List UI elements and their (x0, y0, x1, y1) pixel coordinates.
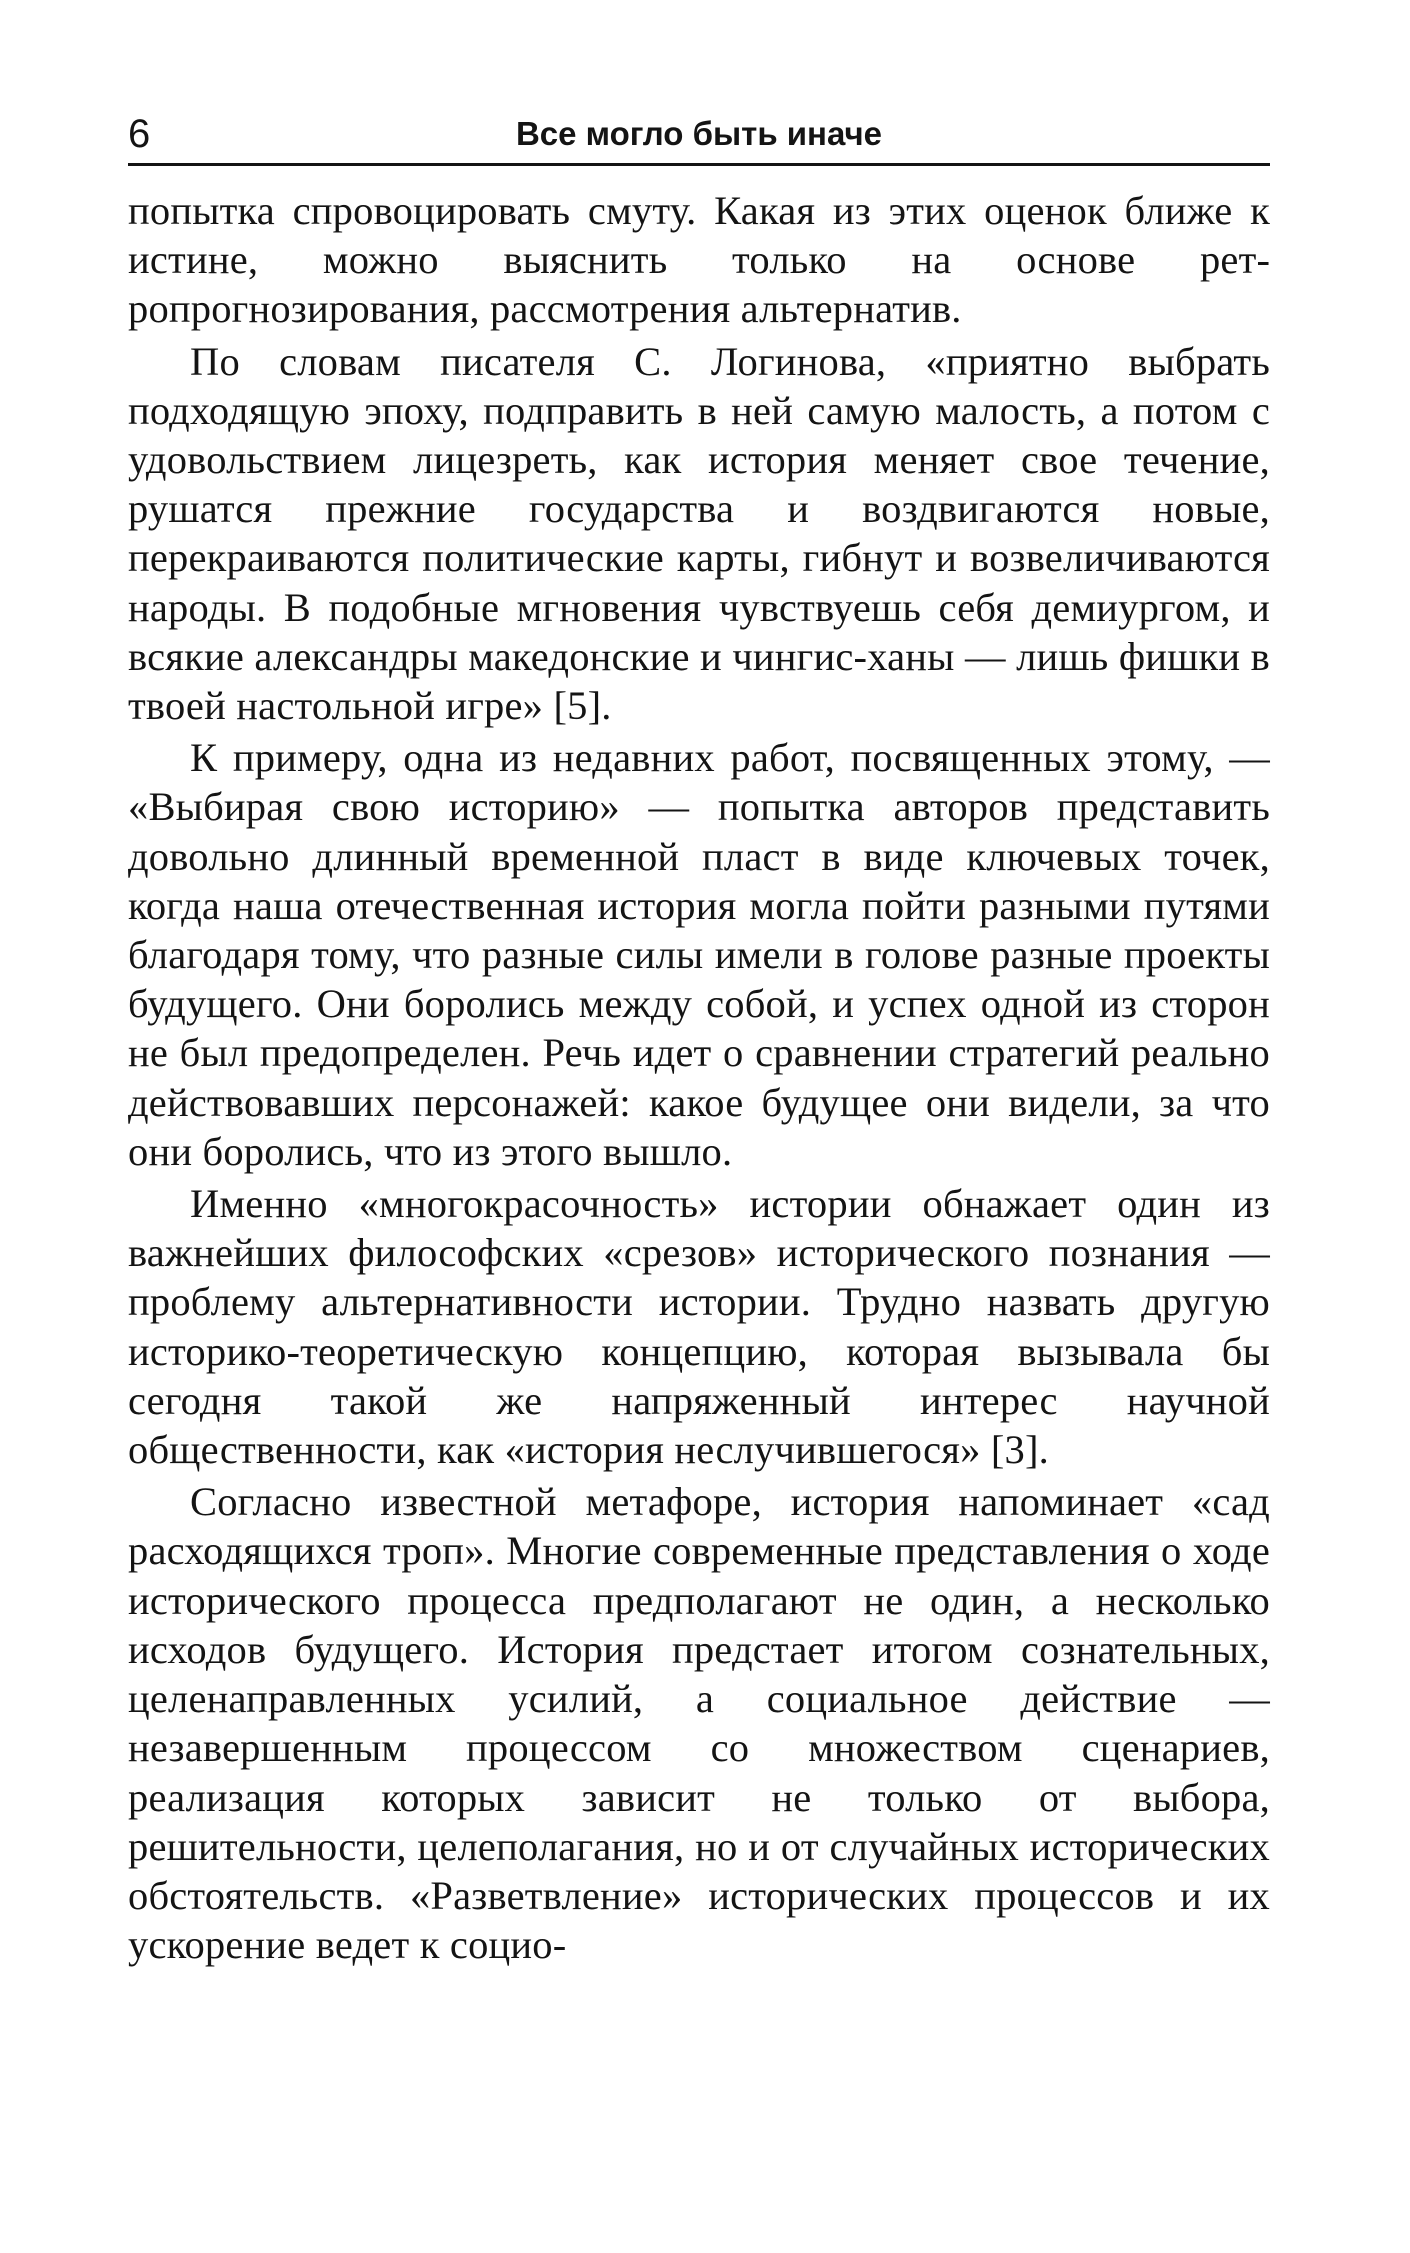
paragraph-3: К примеру, одна из недавних работ, посвященных этому, — «Выбирая свою историю» — попытка авторов представить довольно длинный временной пласт в виде ключевых точек, когда наша отечественная история могла пойти разными путями благодаря тому, что разные силы имели в голове разные проекты будущего. Они боролись между собой, и успех одной из сторон не был предопределен. Речь идет о сравнении стратегий реально действовавших персонажей: какое будущее они видели, за что они боролись, что из этого вышло. (128, 735, 1270, 1174)
book-page (128, 100, 1270, 1972)
paragraph-1: попытка спровоцировать смуту. Какая из этих оценок ближе к истине, можно выяснить только на основе ретропрогнозирования, рассмотрения альтернатив. (128, 188, 1270, 332)
paragraph-5: Согласно известной метафоре, история напоминает «сад расходящихся троп». Многие современные представления о ходе исторического процесса предполагают не один, а несколько исходов будущего. История предстает итогом сознательных, целенаправленных усилий, а социальное действие — незавершенным процессом со множеством сценариев, реализация которых зависит не только от выбора, решительности, целеполагания, но и от случайных исторических обстоятельств. «Разветвление» исторических процессов и их ускорение ведет к социо- (128, 1479, 1270, 1968)
paragraph-4: Именно «многокрасочность» истории обнажает один из важнейших философских «срезов» исторического познания — проблему альтернативности истории. Трудно назвать другую историко-теоретическую концепцию, которая вызывала бы сегодня такой же напряженный интерес научной общественности, как «история неслучившегося» [3]. (128, 1181, 1270, 1473)
running-head (128, 100, 1270, 164)
page-number: 6 (128, 112, 151, 156)
header-rule (128, 163, 1270, 166)
running-title: Все могло быть иначе (515, 115, 883, 152)
body-text (128, 186, 1270, 1969)
paragraph-2: По словам писателя С. Логинова, «приятно выбрать подходящую эпоху, подправить в ней самую малость, а потом с удовольствием лицезреть, как история меняет свое течение, рушатся прежние государства и воздвигаются новые, перекраиваются политические карты, гибнут и возвеличиваются народы. В подобные мгновения чувствуешь себя демиургом, и всякие александры македонские и чингис-ханы — лишь фишки в твоей настольной игре» [5]. (128, 338, 1270, 729)
